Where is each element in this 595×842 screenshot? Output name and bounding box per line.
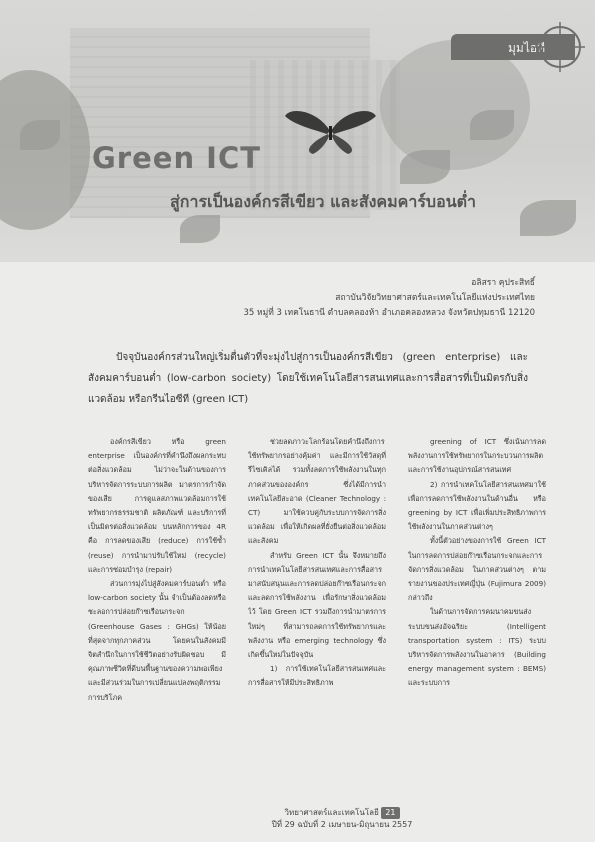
magazine-name: วิทยาศาสตร์และเทคโนโลยี — [284, 808, 379, 817]
paragraph: ในด้านการจัดการคมนาคมขนส่ง ระบบขนส่งอัจฉริยะ (Intelligent transportation system : ITS) ระบบบริหารจัดการพลังงานในอาคาร (Building energy management system : BEMS) และระบบการ — [408, 607, 546, 688]
section-tab-label: มุมไอที — [508, 41, 545, 55]
body-column-2 — [248, 435, 386, 805]
author-address: 35 หมู่ที่ 3 เทคโนธานี ตำบลคลองห้า อำเภอคลองหลวง จังหวัดปทุมธานี 12120 — [243, 308, 535, 318]
lead-paragraph: ปัจจุบันองค์กรส่วนใหญ่เริ่มตื่นตัวที่จะมุ่งไปสู่การเป็นองค์กรสีเขียว (green enterprise) และสังคมคาร์บอนต่ำ (low-carbon society) โดยใช้เทคโนโลยีสารสนเทศและการสื่อสารที่เป็นมิตรกับสิ่งแวดล้อม หรือกรีนไอซีที (green ICT) — [88, 352, 528, 405]
body-column-3 — [408, 435, 546, 805]
paragraph: ทั้งนี้ตัวอย่างของการใช้ Green ICT ในการลดการปล่อยก๊าซเรือนกระจกและการจัดการสิ่งแวดล้อม ในภาคส่วนต่างๆ ตามรายงานของประเทศญี่ปุ่น (Fujimura 2009) กล่าวถึง — [408, 536, 546, 603]
paragraph: ส่วนการมุ่งไปสู่สังคมคาร์บอนต่ำ หรือ low-carbon society นั้น จำเป็นต้องลดหรือชะลอการปล่อยก๊าซเรือนกระจก (Greenhouse Gases : GHGs) ให้น้อยที่สุดจากทุกภาคส่วน โดยคนในสังคมมีจิตสำนึกในการใช้ชีวิตอย่างรับผิดชอบ มีคุณภาพชีวิตที่ดีบนพื้นฐานของความพอเพียง และมีส่วนร่วมในการเปลี่ยนแปลงพฤติกรรมการบริโภค — [88, 579, 226, 702]
leaf-image — [400, 150, 450, 184]
body-column-1 — [88, 435, 226, 805]
body-columns — [88, 435, 546, 805]
issue-info: ปีที่ 29 ฉบับที่ 2 เมษายน-มิถุนายน 2557 — [271, 820, 413, 829]
paragraph: 2) การนำเทคโนโลยีสารสนเทศมาใช้เพื่อการลดการใช้พลังงานในด้านอื่น หรือ greening by ICT เพื่อเพิ่มประสิทธิภาพการใช้พลังงานในภาคส่วนต่างๆ — [408, 479, 546, 532]
paragraph: ช่วยลดภาวะโลกร้อนโดยคำนึงถึงการใช้ทรัพยากรอย่างคุ้มค่า และมีการใช้วัสดุที่รีไซเคิลได้ รวมทั้งลดการใช้พลังงานในทุกภาคส่วนขององค์กร ซึ่งได้มีการนำเทคโนโลยีสะอาด (Cleaner Technology : CT) มาใช้ควบคู่กับระบบการจัดการสิ่งแวดล้อม เพื่อให้เกิดผลที่ยั่งยืนต่อสิ่งแวดล้อม และสังคม — [248, 437, 386, 546]
author-block — [235, 276, 535, 321]
paragraph: สำหรับ Green ICT นั้น จึงหมายถึงการนำเทคโนโลยีสารสนเทศและการสื่อสารมาสนับสนุนและการลดปล่อยก๊าซเรือนกระจก และลดการใช้พลังงาน เพื่อรักษาสิ่งแวดล้อมไว้ โดย Green ICT รวมถึงการนำมาตรการใหม่ๆ ที่สามารถลดการใช้ทรัพยากรและพลังงาน หรือ emerging technology ซึ่งเกิดขึ้นใหม่ในปัจจุบัน — [248, 550, 386, 660]
author-name: อลิสรา คุประสิทธิ์ — [471, 278, 535, 288]
leaf-image — [180, 215, 220, 243]
butterfly-image — [283, 106, 378, 156]
paragraph: 1) การใช้เทคโนโลยีสารสนเทศและการสื่อสารให้มีประสิทธิภาพ — [248, 664, 386, 688]
target-icon — [535, 22, 585, 72]
page-number: 21 — [381, 807, 399, 819]
leaf-image — [470, 110, 514, 140]
page-footer — [232, 807, 452, 831]
article-subtitle: สู่การเป็นองค์กรสีเขียว และสังคมคาร์บอนต่ำ — [170, 192, 476, 211]
article-title: Green ICT — [92, 141, 262, 175]
leaf-image — [520, 200, 576, 236]
leaf-image — [20, 120, 60, 150]
paragraph: องค์กรสีเขียว หรือ green enterprise เป็นองค์กรที่คำนึงถึงผลกระทบต่อสิ่งแวดล้อม ไม่ว่าจะในด้านของการบริหารจัดการระบบการผลิต มาตรการกำจัดของเสีย การดูแลสภาพแวดล้อมการใช้ทรัพยากรธรรมชาติ ผลิตภัณฑ์ และบริการที่เป็นมิตรต่อสิ่งแวดล้อม บนหลักการของ 4R คือ การลดของเสีย (reduce) การใช้ซ้ำ (reuse) การนำมาปรับใช้ใหม่ (recycle) และการซ่อมบำรุง (repair) — [88, 437, 226, 574]
paragraph: greening of ICT ซึ่งเน้นการลดพลังงานการใช้ทรัพยากรในกระบวนการผลิตและการใช้งานอุปกรณ์สารสนเทศ — [408, 437, 546, 475]
author-institute: สถาบันวิจัยวิทยาศาสตร์และเทคโนโลยีแห่งประเทศไทย — [335, 293, 535, 303]
